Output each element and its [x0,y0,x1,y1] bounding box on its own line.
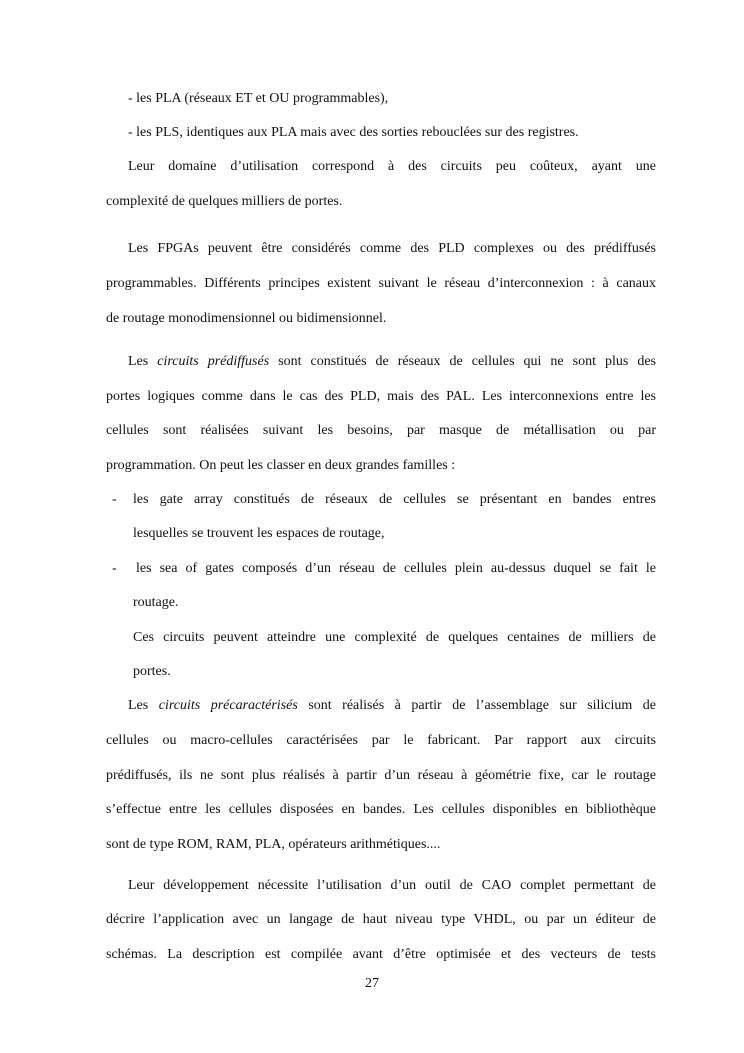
list-sea-of-gates-line-1: les sea of gates composés d’un réseau de cellules plein au-dessus duquel se fait le [136,561,656,576]
para-domaine-line-2: complexité de quelques milliers de portes. [106,194,343,209]
para-prediffuses-line-3: cellules sont réalisées suivant les besoins, par masque de métallisation ou par [106,423,656,438]
prediffuses-lead: Les [128,354,149,369]
para-domaine-line-1: Leur domaine d’utilisation correspond à des circuits peu coûteux, ayant une [128,159,656,174]
para-developpement-line-2: décrire l’application avec un langage de haut niveau type VHDL, ou par un éditeur de [106,912,656,927]
para-prediffuses-line-2: portes logiques comme dans le cas des PLD, mais des PAL. Les interconnexions entre les [106,389,656,404]
para-precaracterises-line-4: s’effectue entre les cellules disposées en bandes. Les cellules disponibles en bibliothèque [106,802,656,817]
para-developpement-line-1: Leur développement nécessite l’utilisation d’un outil de CAO complet permettant de [128,878,656,893]
para-precaracterises-line-1 [128,697,656,715]
list-gate-array-line-1: les gate array constitués de réseaux de cellules se présentant en bandes entres [133,492,656,507]
prediffuses-term: circuits prédiffusés [157,354,270,369]
page-number: 27 [365,976,379,991]
para-fpga-line-3: de routage monodimensionnel ou bidimensionnel. [106,311,387,326]
para-precaracterises-line-2: cellules ou macro-cellules caractérisées par le fabricant. Par rapport aux circuits [106,733,656,748]
para-complexite-line-2: portes. [133,664,171,679]
para-prediffuses-line-1 [128,353,656,371]
precaracterises-term: circuits précaractérisés [158,698,298,713]
bullet-pls: - les PLS, identiques aux PLA mais avec des sorties rebouclées sur des registres. [128,125,579,140]
precaracterises-lead: Les [128,698,149,713]
para-precaracterises-line-3: prédiffusés, ils ne sont plus réalisés à partir d’un réseau à géométrie fixe, car le routage [106,768,656,783]
list-dash-2: - [112,561,117,576]
para-developpement-line-3: schémas. La description est compilée avant d’être optimisée et des vecteurs de tests [106,947,656,962]
bullet-pla: - les PLA (réseaux ET et OU programmables), [128,91,389,106]
list-dash-1: - [112,492,117,507]
para-precaracterises-line-5: sont de type ROM, RAM, PLA, opérateurs arithmétiques.... [106,837,441,852]
list-gate-array-line-2: lesquelles se trouvent les espaces de routage, [133,526,385,541]
precaracterises-rest: sont réalisés à partir de l’assemblage sur silicium de [308,698,656,713]
para-fpga-line-2: programmables. Différents principes existent suivant le réseau d’interconnexion : à canaux [106,276,656,291]
para-complexite-line-1: Ces circuits peuvent atteindre une complexité de quelques centaines de milliers de [133,630,656,645]
para-prediffuses-line-4: programmation. On peut les classer en deux grandes familles : [106,458,456,473]
para-fpga-line-1: Les FPGAs peuvent être considérés comme des PLD complexes ou des prédiffusés [128,241,656,256]
prediffuses-rest: sont constitués de réseaux de cellules qui ne sont plus des [278,354,657,369]
list-sea-of-gates-line-2: routage. [133,595,179,610]
